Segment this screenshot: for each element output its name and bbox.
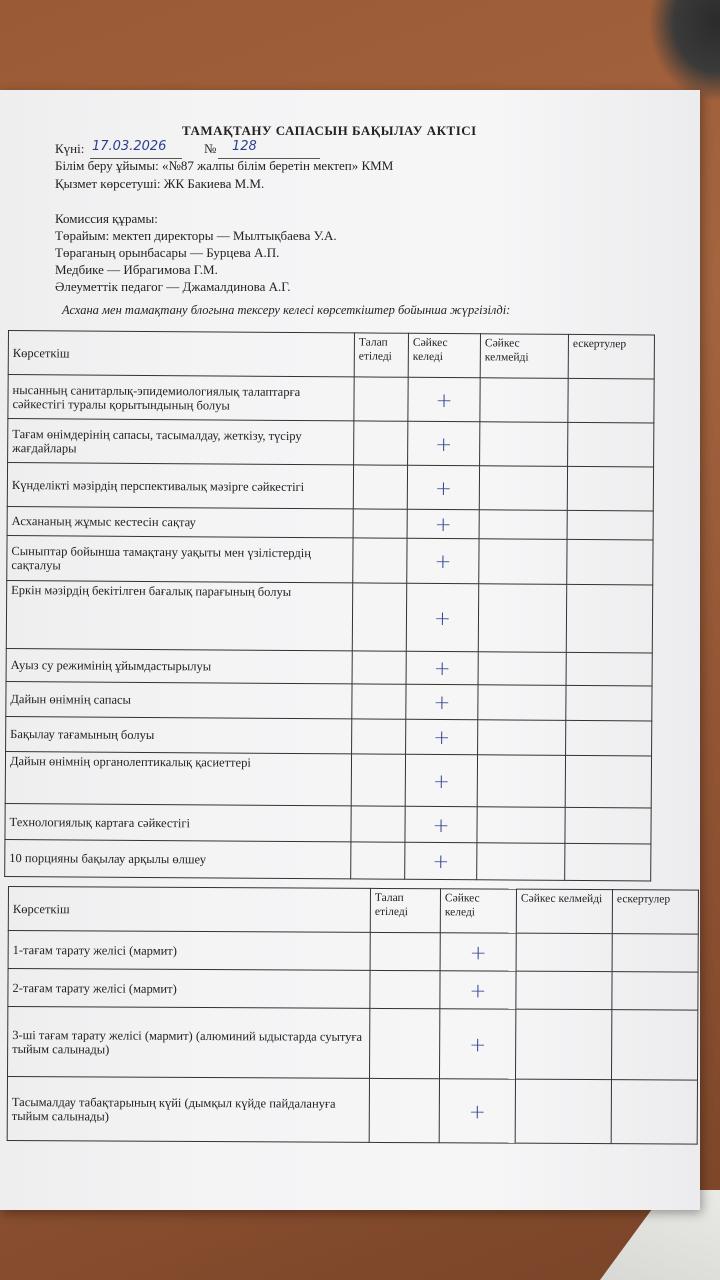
notes-cell xyxy=(567,466,653,511)
not-matches-cell xyxy=(477,755,565,808)
table-row xyxy=(7,463,653,512)
matches-mark: + xyxy=(408,377,480,422)
header-required: Талап етіледі xyxy=(370,888,440,932)
matches-mark: + xyxy=(440,971,516,1009)
not-matches-cell xyxy=(478,584,566,653)
matches-mark: + xyxy=(405,754,477,807)
matches-mark: + xyxy=(439,1009,515,1079)
matches-mark: + xyxy=(405,806,477,843)
table-row xyxy=(7,1077,697,1145)
required-cell xyxy=(369,1078,439,1142)
not-matches-cell xyxy=(477,843,565,881)
provider-line: Қызмет көрсетуші: ЖК Бакиева М.М. xyxy=(55,176,265,191)
indicator-cell: Тағам өнімдерінің сапасы, тасымалдау, жеткізу, түсіру жағдайлары xyxy=(8,419,354,465)
notes-cell xyxy=(566,584,652,653)
notes-cell xyxy=(567,539,653,585)
notes-cell xyxy=(567,510,653,540)
inspection-intro: Асхана мен тамақтану блогына тексеру келесі көрсеткіштер бойынша жүргізілді: xyxy=(62,303,511,317)
matches-mark: + xyxy=(408,421,480,466)
indicator-cell: Асхананың жұмыс кестесін сақтау xyxy=(7,506,353,537)
matches-mark: + xyxy=(407,465,479,510)
date-label: Күні: xyxy=(55,141,85,156)
table-header-row xyxy=(8,331,654,380)
notes-cell xyxy=(611,1080,697,1144)
required-cell xyxy=(354,421,408,465)
required-cell xyxy=(354,377,408,421)
indicator-cell: 2-тағам тарату желісі (мармит) xyxy=(8,969,370,1009)
not-matches-cell xyxy=(478,685,566,721)
table-row xyxy=(6,648,652,686)
table-row xyxy=(5,803,651,844)
header-indicator: Көрсеткіш xyxy=(8,331,354,377)
indicator-cell: 3-ші тағам тарату желісі (мармит) (алюминий ыдыстарда суытуға тыйым салынады) xyxy=(8,1007,370,1079)
indicator-cell: Тасымалдау табақтарының күйі (дымқыл күйде пайдалануға тыйым салынады) xyxy=(7,1077,369,1143)
document-title: ТАМАҚТАНУ САПАСЫН БАҚЫЛАУ АКТІСІ xyxy=(182,123,477,138)
header-matches: Сәйкес келеді xyxy=(440,889,516,933)
notes-cell xyxy=(566,720,652,756)
header-notes: ескертулер xyxy=(612,890,698,934)
table-row xyxy=(8,419,654,468)
table-row xyxy=(8,375,654,424)
required-cell xyxy=(370,970,440,1008)
indicator-cell: Дайын өнімнің органолептикалық қасиеттері xyxy=(5,751,351,805)
table-row xyxy=(6,681,652,721)
not-matches-cell xyxy=(480,378,568,423)
inspection-table-1 xyxy=(4,330,655,882)
header-not-matches: Сәйкес келмейді xyxy=(516,889,612,934)
not-matches-cell xyxy=(516,933,612,972)
indicator-cell: Еркін мәзірдің бекітілген бағалық парағының болуы xyxy=(6,580,352,650)
notes-cell xyxy=(565,755,651,808)
matches-mark: + xyxy=(405,842,477,880)
matches-mark: + xyxy=(406,651,478,685)
organization-line: Білім беру ұйымы: «№87 жалпы білім беретін мектеп» КММ xyxy=(55,158,394,173)
inspection-table-2 xyxy=(7,886,699,1145)
not-matches-cell xyxy=(515,1009,611,1080)
not-matches-cell xyxy=(480,422,568,467)
notes-cell xyxy=(565,807,651,844)
commission-member: Төраганың орынбасары — Бурцева А.П. xyxy=(55,245,280,260)
notes-cell xyxy=(568,422,654,467)
header-indicator: Көрсеткіш xyxy=(8,887,370,933)
matches-mark: + xyxy=(407,538,479,584)
indicator-cell: 10 порцияны бақылау арқылы өлшеу xyxy=(5,839,351,878)
table-row xyxy=(6,580,652,653)
not-matches-cell xyxy=(479,539,567,585)
notes-cell xyxy=(612,934,698,972)
required-cell xyxy=(351,754,405,806)
required-cell xyxy=(353,538,407,583)
required-cell xyxy=(351,842,405,879)
matches-mark: + xyxy=(406,583,478,652)
indicator-cell: Күнделікті мәзірдің перспективалық мәзірге сәйкестігі xyxy=(7,463,353,509)
indicator-cell: 1-тағам тарату желісі (мармит) xyxy=(8,931,370,971)
matches-mark: + xyxy=(440,933,516,971)
header-notes: ескертулер xyxy=(568,334,654,379)
date-value: 17.03.2026 xyxy=(92,139,167,154)
commission-member: Медбике — Ибрагимова Г.М. xyxy=(55,262,218,277)
notes-cell xyxy=(565,843,651,881)
required-cell xyxy=(353,465,407,509)
required-cell xyxy=(352,583,406,651)
required-cell xyxy=(352,719,406,754)
not-matches-cell xyxy=(478,720,566,756)
indicator-cell: Ауыз су режимінің ұйымдастырылуы xyxy=(6,648,352,683)
header-not-matches: Сәйкес келмейді xyxy=(480,334,568,379)
number-value: 128 xyxy=(232,139,257,154)
document-page xyxy=(0,90,700,1210)
not-matches-cell xyxy=(479,466,567,511)
indicator-cell: Дайын өнімнің сапасы xyxy=(6,681,352,718)
notes-cell xyxy=(612,972,698,1010)
commission-member: Төрайым: мектеп директоры — Мылтықбаева У.А. xyxy=(55,228,337,243)
table-header-row xyxy=(8,887,698,935)
not-matches-cell xyxy=(477,807,565,844)
required-cell xyxy=(370,932,440,970)
required-cell xyxy=(353,509,407,538)
table-row xyxy=(7,535,653,585)
commission-member: Әлеуметтік педагог — Джамалдинова А.Г. xyxy=(55,279,291,294)
indicator-cell: Сыныптар бойынша тамақтану уақыты мен үзілістердің сақталуы xyxy=(7,535,353,582)
number-label: № xyxy=(204,141,217,156)
table-row xyxy=(5,751,651,808)
required-cell xyxy=(351,806,405,842)
notes-cell xyxy=(568,378,654,423)
table-row xyxy=(6,716,652,756)
required-cell xyxy=(352,651,406,684)
matches-mark: + xyxy=(406,684,478,720)
notes-cell xyxy=(611,1010,697,1080)
matches-mark: + xyxy=(439,1079,515,1143)
not-matches-cell xyxy=(478,652,566,686)
not-matches-cell xyxy=(516,971,612,1010)
matches-mark: + xyxy=(406,719,478,755)
notes-cell xyxy=(566,652,652,686)
matches-mark: + xyxy=(407,509,479,539)
not-matches-cell xyxy=(479,510,567,540)
date-line xyxy=(55,141,84,157)
header-required: Талап етіледі xyxy=(354,333,408,377)
indicator-cell: нысанның санитарлық-эпидемиологиялық талаптарға сәйкестігі туралы қорытындының болуы xyxy=(8,375,354,421)
commission-heading: Комиссия құрамы: xyxy=(55,211,158,226)
table-row xyxy=(5,839,651,881)
background-object xyxy=(650,0,720,100)
required-cell xyxy=(352,684,406,719)
not-matches-cell xyxy=(515,1079,611,1144)
notes-cell xyxy=(566,685,652,721)
table-row xyxy=(8,969,698,1011)
table-row xyxy=(8,931,698,973)
table-row xyxy=(7,506,653,540)
indicator-cell: Технологиялық картаға сәйкестігі xyxy=(5,803,351,841)
indicator-cell: Бақылау тағамының болуы xyxy=(6,716,352,753)
table-row xyxy=(8,1007,698,1081)
required-cell xyxy=(369,1008,439,1078)
header-matches: Сәйкес келеді xyxy=(408,333,480,378)
